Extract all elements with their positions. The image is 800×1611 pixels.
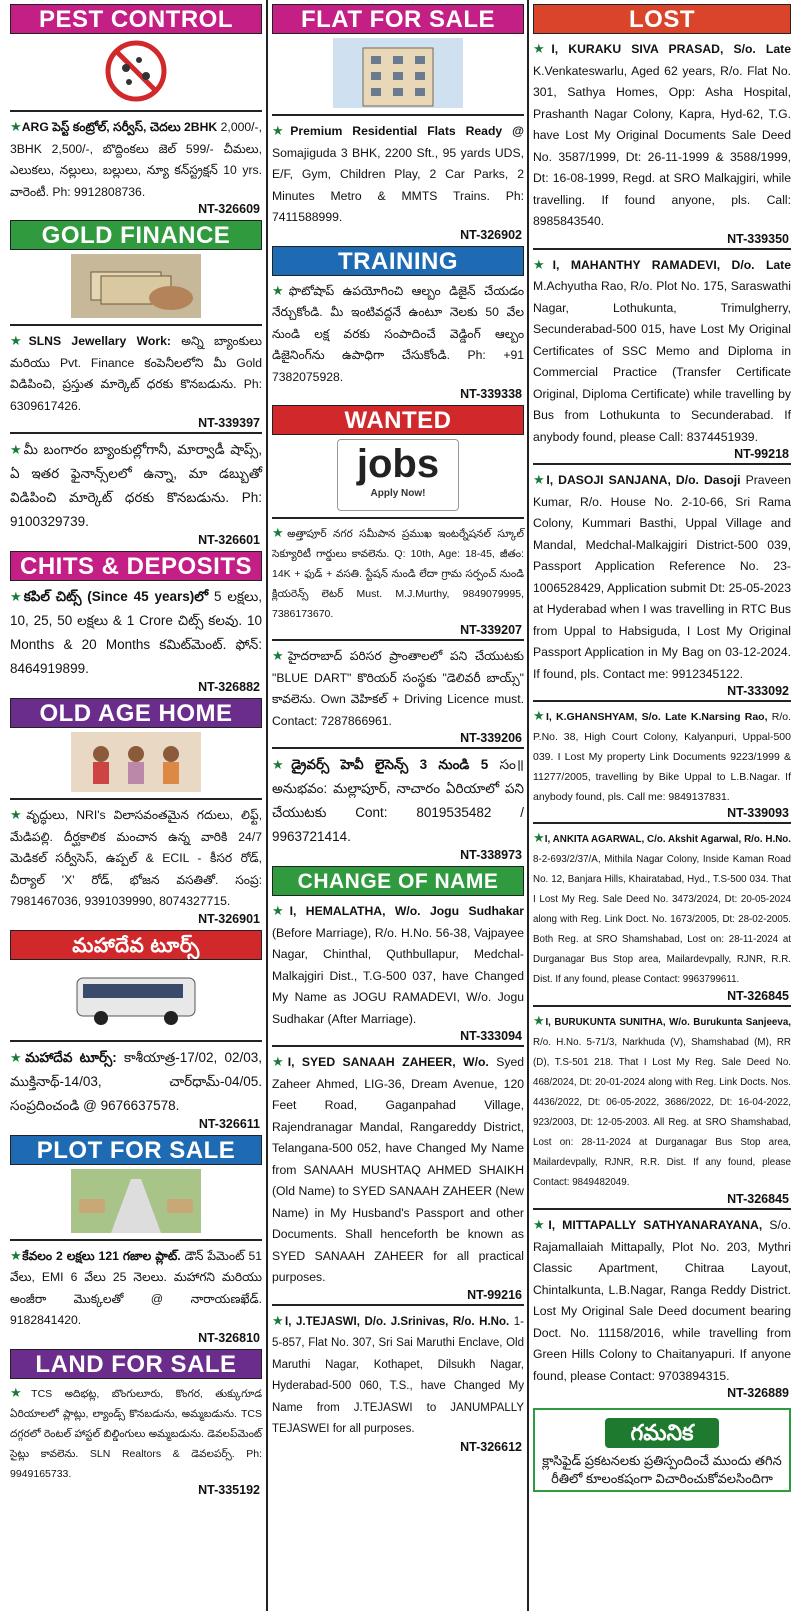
ad-wanted-1: ★అత్తాపూర్ నగర సమీపాన ప్రముఖ ఇంటర్నేషనల్ స్కూల్ సెక్యూరిటీ గార్డులు కావలెను. Q: 10th, Age: 18-45, జీతం: 14K + ఫుడ్ + వసతి. స్టేషన్ నుండి లేదా గ్రామ సర్పంచ్ నుండి క్లియరెన్స్ లెటర్ Must. M.J.Murthy, 9849079995, 7386173670. [272, 525, 525, 620]
ad-code: NT-326845 [727, 1192, 789, 1206]
cash-in-hand-icon [71, 254, 201, 318]
ad-code: NT-339093 [727, 806, 789, 820]
ad-code: NT-326612 [460, 1439, 522, 1454]
column-2 [272, 0, 524, 1454]
ad-code: NT-333094 [460, 1029, 522, 1043]
ad-code: NT-326882 [198, 680, 260, 694]
ad-chits: ★కపిల్ చిట్స్ (Since 45 years)లో 5 లక్షలు, 10, 25, 50 లక్షలు & 1 Crore చిట్స్ కలవు. 10 Months & 20 Months కమిట్‌మెంట్. ఫోన్: 8464919899. [10, 589, 262, 676]
section-header-flat-for-sale: FLAT FOR SALE [272, 4, 524, 34]
ad-code: NT-326902 [460, 227, 522, 242]
section-header-wanted: WANTED [272, 405, 524, 435]
section-header-lost: LOST [533, 4, 791, 34]
ad-code: NT-326601 [198, 533, 260, 547]
section-header-old-age-home: OLD AGE HOME [10, 698, 262, 728]
section-header-gold-finance: GOLD FINANCE [10, 220, 262, 250]
section-header-change-of-name: CHANGE OF NAME [272, 866, 524, 896]
section-header-chits: CHITS & DEPOSITS [10, 551, 262, 581]
ad-code: NT-99218 [734, 447, 789, 461]
jobs-apply-now-icon: jobs Apply Now! [337, 439, 459, 511]
plot-layout-icon [71, 1169, 201, 1233]
ad-training: ★ఫొటోషాప్ ఉపయోగించి ఆల్బం డిజైన్ చేయడం నేర్చుకోండి. మీ ఇంటివద్దనే ఉంటూ నెలకు 50 వేల నుండి లక్ష వరకు సంపాదించే వెడ్డింగ్ ఆల్బం డిజైనింగ్‌ను ఉపాధిగా చేసుకోండి. Ph: +91 7382075928. [272, 282, 525, 384]
ad-tours: ★మహాదేవ టూర్స్: కాశీయాత్ర-17/02, 02/03, ముక్తినాథ్-14/03, చార్‌ధామ్-04/05. సంప్రదించండి @ 9676637578. [10, 1049, 262, 1113]
ad-old-age-home: ★వృద్ధులు, NRI's విలాసవంతమైన గదులు, లిఫ్ట్, మేడిపల్లి. దీర్ఘకాలిక మంచాన ఉన్న వారికి 24/7 మెడికల్ సర్వీసెస్, ఉప్పల్ & ECIL - కీసర రోడ్, చీర్యాల్ 'X' రోడ్, భోజన వసతితో. సంప్ర: 7981467036, 9391039990, 8074327715. [10, 807, 263, 908]
ad-lost-6: ★I, BURUKUNTA SUNITHA, W/o. Burukunta Sanjeeva, R/o. H.No. 5-71/3, Narkhuda (V), Shamshabad (M), RR (D), T.S-501 218. That I Lost My Reg. Sale Deed No. 468/2024, Dt: 20-01-2024 along with Reg. Link Docts. Nos. 4436/2022, Dt: 06-05-2022, 3686/2022, Dt: 16-04-2022, 923/2003, Dt: 12-05-2003. All Reg. at SRO Shamshabad, Lost on: 28-11-2024 at Durganagar Bus Stop area, Mailardevpally, RJNR, R.R. Dist. If any found, please Contact: 9849482049. [533, 1013, 791, 1188]
ad-code: NT-326810 [198, 1330, 260, 1345]
apartment-building-icon [333, 38, 463, 108]
ad-code: NT-339397 [198, 416, 260, 430]
ad-gold-finance-1: ★SLNS Jewellary Work: అన్ని బ్యాంకులు మరియు Pvt. Finance కంపెనీలలోని మీ Gold విడిపించి, ప్రస్తుత మార్కెట్ ధరకు కొనబడును. Ph: 6309617426. [10, 333, 263, 413]
notice-text: క్లాసిఫైడ్ ప్రకటనలకు ప్రతిస్పందించే ముందు తగిన రీతిలో కూలంకషంగా విచారించుకోవలసిందిగా [542, 1453, 782, 1486]
ad-code: NT-326901 [198, 911, 260, 926]
ad-code: NT-326609 [198, 202, 260, 216]
ad-change-of-name-1: ★I, HEMALATHA, W/o. Jogu Sudhakar (Before Marriage), R/o. H.No. 56-38, Vajpayee Nagar, Chinthal, Quthbullapur, Medchal-Malkajgiri Dist., T.G-500 037, have Changed My Name as JOGU RAMADEVI, W/o. Jogu Sudhakar (After Marriage). [272, 903, 524, 1026]
column-divider [527, 0, 529, 1611]
ad-code: NT-339338 [460, 387, 522, 401]
ad-lost-7: ★I, MITTAPALLY SATHYANARAYANA, S/o. Rajamallaiah Mittapally, Plot No. 203, Mythri Classic Apartment, Chitraa Layout, Chintalkunta, L.B.Nagar, Ranga Reddy District. Lost My Original Sale Deed document bearing Doct. No. 11158/2016, while travelling from Green Hills Colony to Chaitanyapuri. If anyone found, please Contact: 9703894315. [533, 1217, 792, 1383]
ad-change-of-name-2: ★I, SYED SANAAH ZAHEER, W/o. Syed Zaheer Ahmed, LIG-36, Dream Avenue, 120 Feet Road, Gaganpahad Village, Rajendranagar Mandal, Rangareddy District, Telangana-500 052, have Changed My Name from SANAAH MUSHTAQ AHMED SHAIKH (Old Name) to SYED SANAAH ZAHEER (New Name) in My Husband's Passport and other Documents. Shall henceforth be known as SYED SANAAH ZAHEER for all practical purposes. [272, 1054, 525, 1284]
ad-code: NT-339350 [727, 231, 789, 246]
ad-code: NT-326889 [727, 1386, 789, 1400]
ad-lost-2: ★I, MAHANTHY RAMADEVI, D/o. Late M.Achyutha Rao, R/o. Plot No. 175, Saraswathi Nagar, Lothukunta, Trimulgherry, Secunderabad-500 015, have Lost My Original Certificates of SSC Memo and Diploma in Commercial Practice (Transfer Certificate Original, Diploma Certificate) while travelling by Bus from Lothukunta to Secunderabad. If anybody found, please Call: 8374451939. [533, 256, 792, 444]
ad-land-for-sale: ★TCS అదిభట్ల, బొంగులూరు, కొంగర, తుక్కుగూడ ఏరియాలలో ప్లాట్లు, ల్యాండ్స్ కొనబడును, అమ్మబడును. TCS దగ్గరలో రెంటల్ హాస్టల్ బిల్డింగులు అమ్మబడును. డెవలప్‌మెంట్ సైట్లు కావలెను. SLN Realtors & డెవలపర్స్. Ph: 9949165733. [10, 1384, 263, 1480]
ad-code: NT-339206 [460, 731, 522, 745]
ad-flat-for-sale: ★Premium Residential Flats Ready @ Somajiguda 3 BHK, 2200 Sft., 95 yards UDS, E/F, Gym, Children Play, 2 Car Parks, 2 Minutes Metro & MMTS Trains. Ph: 7411588999. [272, 123, 524, 224]
ad-lost-3: ★I, DASOJI SANJANA, D/o. Dasoji Praveen Kumar, R/o. House No. 2-10-66, Sri Rama Colony, Kummari Basthi, Uppal Village and Mandal, Medchal-Malkajgiri District-500 039, Passport Application Reference No. 23-1006528429, Application submit Dt: 25-05-2023 at Hyderabad when I was travelling in RTC Bus from Uppal to Habsiguda, I Lost My Original Passport Application in My Bag on 03-12-2024. If found, pls. Contact me: 9912345122. [533, 472, 792, 681]
ad-code: NT-338973 [460, 848, 522, 862]
ad-wanted-3: ★డ్రైవర్స్ హెవీ లైసెన్స్ 3 నుండి 5 సం॥ అనుభవం: మల్లాపూర్, నాచారం ఏరియాలో పని చేయుటకు Cont: 8019535482 / 9963721414. [272, 757, 524, 844]
no-pests-icon [71, 38, 201, 104]
ad-code: NT-335192 [198, 1482, 260, 1497]
ad-code: NT-326611 [198, 1116, 260, 1131]
section-header-pest-control: PEST CONTROL [10, 4, 262, 34]
ad-plot-for-sale: ★కేవలం 2 లక్షలు 121 గజాల ప్లాట్. డౌన్ పేమెంట్ 51 వేలు, EMI 6 వేలు 25 నెలలు. మహాగని మరియు అంజీరా మొక్కలతో @ నారాయణఖేడ్. 9182841420. [10, 1247, 263, 1327]
ad-code: NT-333092 [727, 684, 789, 698]
ad-lost-4: ★I, K.GHANSHYAM, S/o. Late K.Narsing Rao, R/o. P.No. 38, High Court Colony, Kalyanpuri, Uppal-500 039. I Lost My property Link Documents 9223/1999 & 11277/2005, travelling by Bike Uppal to L.B.Nagar. If anybody found, pls. Call me: 9849137831. [533, 708, 792, 803]
section-header-plot-for-sale: PLOT FOR SALE [10, 1135, 262, 1165]
ad-gold-finance-2: ★మీ బంగారం బ్యాంకుల్లోగానీ, మార్వాడీ షాప్స్, ఏ ఇతర ఫైనాన్స్‌లలో ఉన్నా, మా డబ్బుతో విడిపించి మార్కెట్ ధరకు కొనబడును. Ph: 9100329739. [10, 442, 262, 529]
elderly-people-icon [71, 732, 201, 792]
ad-wanted-2: ★హైదరాబాద్ పరిసర ప్రాంతాలలో పని చేయుటకు "BLUE DART" కొరియర్ సంస్థకు "డెలివరీ బాయ్స్" కావలెను. Own వెహికల్ + Driving Licence must. Contact: 7287866961. [272, 648, 525, 728]
notice-box [533, 1408, 791, 1492]
column-3 [533, 0, 791, 1492]
ad-lost-5: ★I, ANKITA AGARWAL, C/o. Akshit Agarwal, R/o. H.No. 8-2-693/2/37/A, Mithila Nagar Colony, Inside Kaman Road No. 12, Banjara Hills, Khairatabad, Hyd., T.S-500 034. That I Lost My Reg. Sale Deed No. 3473/2024, Dt: 20-05-2024 along with Reg. Link Doct. No. 1673/2005, Dt: 28-02-2005. Both Reg. at SRO Shamshabad, Lost on: 28-11-2024 at Durganagar Bus Stop area, Mailardevpally, RJNR, R.R. Dist. If any found, please Contact: 9963799611. [533, 830, 791, 985]
section-header-training: TRAINING [272, 246, 524, 276]
notice-title: గమనిక [605, 1418, 719, 1448]
ad-code: NT-99216 [467, 1287, 522, 1302]
column-divider [266, 0, 268, 1611]
section-header-land-for-sale: LAND FOR SALE [10, 1349, 262, 1379]
bus-icon [71, 964, 201, 1034]
section-header-tours: మహాదేవ టూర్స్ [10, 930, 262, 960]
ad-code: NT-326845 [727, 989, 789, 1003]
column-1 [10, 0, 262, 1497]
ad-pest-control: ★ARG పెస్ట్ కంట్రోల్, సర్వీస్, చెదలు 2BHK 2,000/-, 3BHK 2,500/-, బొద్దింకలు జెల్ 599/- చీమలు, ఎలుకలు, నల్లులు, బల్లులు, న్యూ కన్‌స్ట్రక్షన్ 10 yrs. వారెంటీ. Ph: 9912808736. [10, 119, 262, 199]
ad-code: NT-339207 [460, 623, 522, 637]
ad-change-of-name-3: ★I, J.TEJASWI, D/o. J.Srinivas, R/o. H.No. 1-5-857, Flat No. 307, Sri Sai Maruthi Enclave, Old Maruthi Nagar, Kothapet, Dilsukh Nagar, Hyderabad-500 060, T.S., have Changed My Name from J.TEJASWI to JANUMPALLY TEJASWEI for all purposes. [272, 1312, 525, 1435]
ad-lost-1: ★I, KURAKU SIVA PRASAD, S/o. Late K.Venkateswarlu, Aged 62 years, R/o. Flat No. 301, Sathya Homes, Opp: Asha Hospital, Prashanth Nagar Colony, Kapra, Hyd-62, T.G. have Lost My Original Documents Sale Deed No. 3587/1999, Dt: 26-11-1999 & 3588/1999, Dt: 16-08-1999, Regd. at SRO Malkajgiri, while travelling. If found anyone, pls. Call: 8985843540. [533, 41, 791, 228]
